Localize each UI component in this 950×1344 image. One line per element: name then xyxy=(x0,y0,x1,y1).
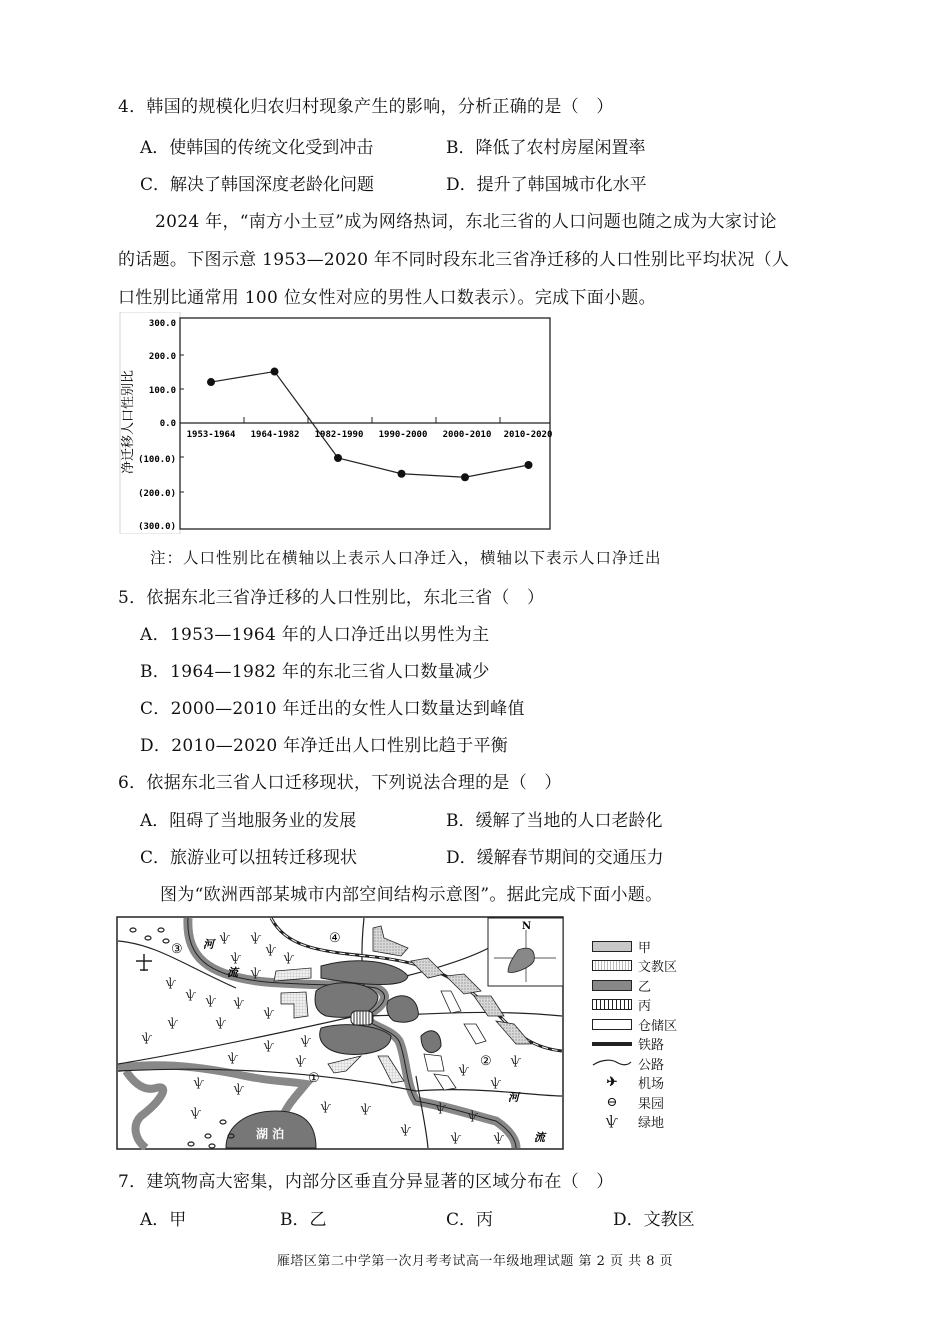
legend-item-wenjiao: 文教区 xyxy=(592,958,677,974)
svg-text:(300.0): (300.0) xyxy=(138,522,176,532)
svg-text:ѱ: ѱ xyxy=(168,1016,178,1029)
svg-text:ѱ: ѱ xyxy=(511,1054,521,1067)
svg-text:ѱ: ѱ xyxy=(206,994,216,1007)
svg-text:ѱ: ѱ xyxy=(264,1006,274,1019)
question-6-option-a[interactable]: A．阻碍了当地服务业的发展 xyxy=(140,811,357,831)
question-4-option-a[interactable]: A．使韩国的传统文化受到冲击 xyxy=(140,138,374,158)
question-6-option-c[interactable]: C．旅游业可以扭转迁移现状 xyxy=(140,848,358,868)
question-4-option-b[interactable]: B．降低了农村房屋闲置率 xyxy=(446,138,646,158)
svg-text:1982-1990: 1982-1990 xyxy=(314,430,364,440)
river-label: 河 xyxy=(508,1091,519,1104)
map-intro: 图为“欧洲西部某城市内部空间结构示意图”。据此完成下面小题。 xyxy=(160,885,663,905)
legend-item-bing: 丙 xyxy=(592,997,677,1013)
railway-icon xyxy=(592,1042,632,1046)
svg-text:ѱ: ѱ xyxy=(234,1082,244,1095)
svg-text:ѱ: ѱ xyxy=(228,1051,238,1064)
svg-text:1953-1964: 1953-1964 xyxy=(186,430,236,440)
marker-2: ② xyxy=(480,1054,492,1069)
question-4-option-c[interactable]: C．解决了韩国深度老龄化问题 xyxy=(140,175,375,195)
svg-text:ѱ: ѱ xyxy=(468,1109,478,1122)
svg-text:ѱ: ѱ xyxy=(166,976,176,989)
svg-text:ѱ: ѱ xyxy=(251,931,261,944)
legend-item-cangchu: 仓储区 xyxy=(592,1016,677,1032)
legend-item-tielu: 铁路 xyxy=(592,1036,677,1052)
question-6-option-d[interactable]: D．缓解春节期间的交通压力 xyxy=(446,848,664,868)
orchard-icon: ⊖ xyxy=(606,1094,618,1110)
question-5-option-c[interactable]: C．2000—2010 年迁出的女性人口数量达到峰值 xyxy=(140,699,525,719)
data-point xyxy=(398,470,406,478)
svg-text:0.0: 0.0 xyxy=(159,419,176,429)
y-axis-label: 净迁移人口性别比 xyxy=(121,369,136,475)
question-5-stem: 5．依据东北三省净迁移的人口性别比，东北三省（ ） xyxy=(118,588,545,608)
question-7-option-d[interactable]: D．文教区 xyxy=(613,1210,695,1230)
svg-text:300.0: 300.0 xyxy=(148,319,176,329)
svg-text:ѱ: ѱ xyxy=(491,1076,501,1089)
svg-text:ѱ: ѱ xyxy=(451,1131,461,1144)
legend-item-jia: 甲 xyxy=(592,938,677,954)
river-label: 河 xyxy=(203,938,214,951)
legend-item-jichang: ✈ 机场 xyxy=(592,1075,677,1091)
marker-3: ③ xyxy=(171,942,183,957)
svg-text:ѱ: ѱ xyxy=(266,943,276,956)
question-7-stem: 7．建筑物高大密集，内部分区垂直分异显著的区域分布在（ ） xyxy=(118,1172,614,1192)
svg-text:1964-1982: 1964-1982 xyxy=(250,430,300,440)
svg-text:ѱ: ѱ xyxy=(301,1034,311,1047)
svg-text:100.0: 100.0 xyxy=(148,386,176,396)
svg-text:ѱ: ѱ xyxy=(186,988,196,1001)
airport-icon: ✈ xyxy=(606,1075,618,1090)
svg-text:ѱ: ѱ xyxy=(231,951,241,964)
svg-text:ѱ: ѱ xyxy=(296,1054,306,1067)
svg-text:200.0: 200.0 xyxy=(148,352,176,362)
question-6-option-b[interactable]: B．缓解了当地的人口老龄化 xyxy=(446,811,663,831)
intro-paragraph-line-3: 口性别比通常用 100 位女性对应的男性人口数表示）。完成下面小题。 xyxy=(118,288,656,308)
river-label: 流 xyxy=(534,1131,545,1144)
question-6-stem: 6．依据东北三省人口迁移现状，下列说法合理的是（ ） xyxy=(118,773,562,793)
svg-text:ѱ: ѱ xyxy=(216,1016,226,1029)
question-4-option-d[interactable]: D．提升了韩国城市化水平 xyxy=(446,175,647,195)
question-7-option-c[interactable]: C．丙 xyxy=(446,1210,494,1230)
marker-1: ① xyxy=(308,1071,320,1086)
y-axis-ticks xyxy=(138,319,176,532)
question-5-option-d[interactable]: D．2010—2020 年净迁出人口性别比趋于平衡 xyxy=(140,736,509,756)
green-land-icon: ѱ xyxy=(606,1114,618,1129)
intro-paragraph-line-1: 2024 年，“南方小土豆”成为网络热词，东北三省的人口问题也随之成为大家讨论 xyxy=(155,212,777,232)
question-7-option-b[interactable]: B．乙 xyxy=(280,1210,327,1230)
question-4-stem: 4．韩国的规模化归农归村现象产生的影响，分析正确的是（ ） xyxy=(118,97,614,117)
road-icon xyxy=(592,1058,632,1068)
data-point xyxy=(525,461,533,469)
svg-text:ѱ: ѱ xyxy=(251,966,261,979)
svg-text:ѱ: ѱ xyxy=(459,1063,469,1076)
north-label: N xyxy=(522,921,532,932)
data-point xyxy=(271,368,279,376)
city-structure-map xyxy=(116,916,564,1150)
svg-text:(100.0): (100.0) xyxy=(138,455,176,465)
data-point xyxy=(334,454,342,462)
legend-item-yi: 乙 xyxy=(592,977,677,993)
map-legend xyxy=(592,938,677,1130)
svg-text:ѱ: ѱ xyxy=(234,996,244,1009)
legend-item-gonglu: 公路 xyxy=(592,1055,677,1071)
svg-text:ѱ: ѱ xyxy=(142,1031,152,1044)
question-7-option-a[interactable]: A．甲 xyxy=(140,1210,187,1230)
svg-text:ѱ: ѱ xyxy=(264,1039,274,1052)
page-footer: 雁塔区第二中学第一次月考考试高一年级地理试题 第 2 页 共 8 页 xyxy=(276,1254,674,1269)
legend-item-lvdi: ѱ 绿地 xyxy=(592,1114,677,1130)
data-point xyxy=(207,378,215,386)
svg-text:ѱ: ѱ xyxy=(191,1106,201,1119)
svg-text:1990-2000: 1990-2000 xyxy=(378,430,428,440)
question-5-option-b[interactable]: B．1964—1982 年的东北三省人口数量减少 xyxy=(140,662,490,682)
chart-note: 注：人口性别比在横轴以上表示人口净迁入，横轴以下表示人口净迁出 xyxy=(150,549,662,567)
sex-ratio-line-chart xyxy=(118,312,558,534)
svg-text:ѱ: ѱ xyxy=(494,1131,504,1144)
marker-4: ④ xyxy=(329,931,341,946)
svg-text:2000-2010: 2000-2010 xyxy=(442,430,492,440)
lake-label: 湖 泊 xyxy=(256,1127,285,1141)
svg-text:(200.0): (200.0) xyxy=(138,489,176,499)
legend-item-guoyuan: ⊖ 果园 xyxy=(592,1094,677,1110)
svg-text:ѱ: ѱ xyxy=(401,1123,411,1136)
svg-text:2010-2020: 2010-2020 xyxy=(503,430,553,440)
question-5-option-a[interactable]: A．1953—1964 年的人口净迁出以男性为主 xyxy=(140,625,490,645)
river-label: 流 xyxy=(227,966,238,979)
svg-text:ѱ: ѱ xyxy=(284,951,294,964)
data-point xyxy=(461,473,469,481)
svg-text:ѱ: ѱ xyxy=(321,1100,331,1113)
intro-paragraph-line-2: 的话题。下图示意 1953—2020 年不同时段东北三省净迁移的人口性别比平均状况（人 xyxy=(118,250,790,270)
svg-text:ѱ: ѱ xyxy=(194,1076,204,1089)
svg-text:ѱ: ѱ xyxy=(436,1101,446,1114)
svg-text:ѱ: ѱ xyxy=(220,931,230,944)
svg-text:ѱ: ѱ xyxy=(361,1102,371,1115)
